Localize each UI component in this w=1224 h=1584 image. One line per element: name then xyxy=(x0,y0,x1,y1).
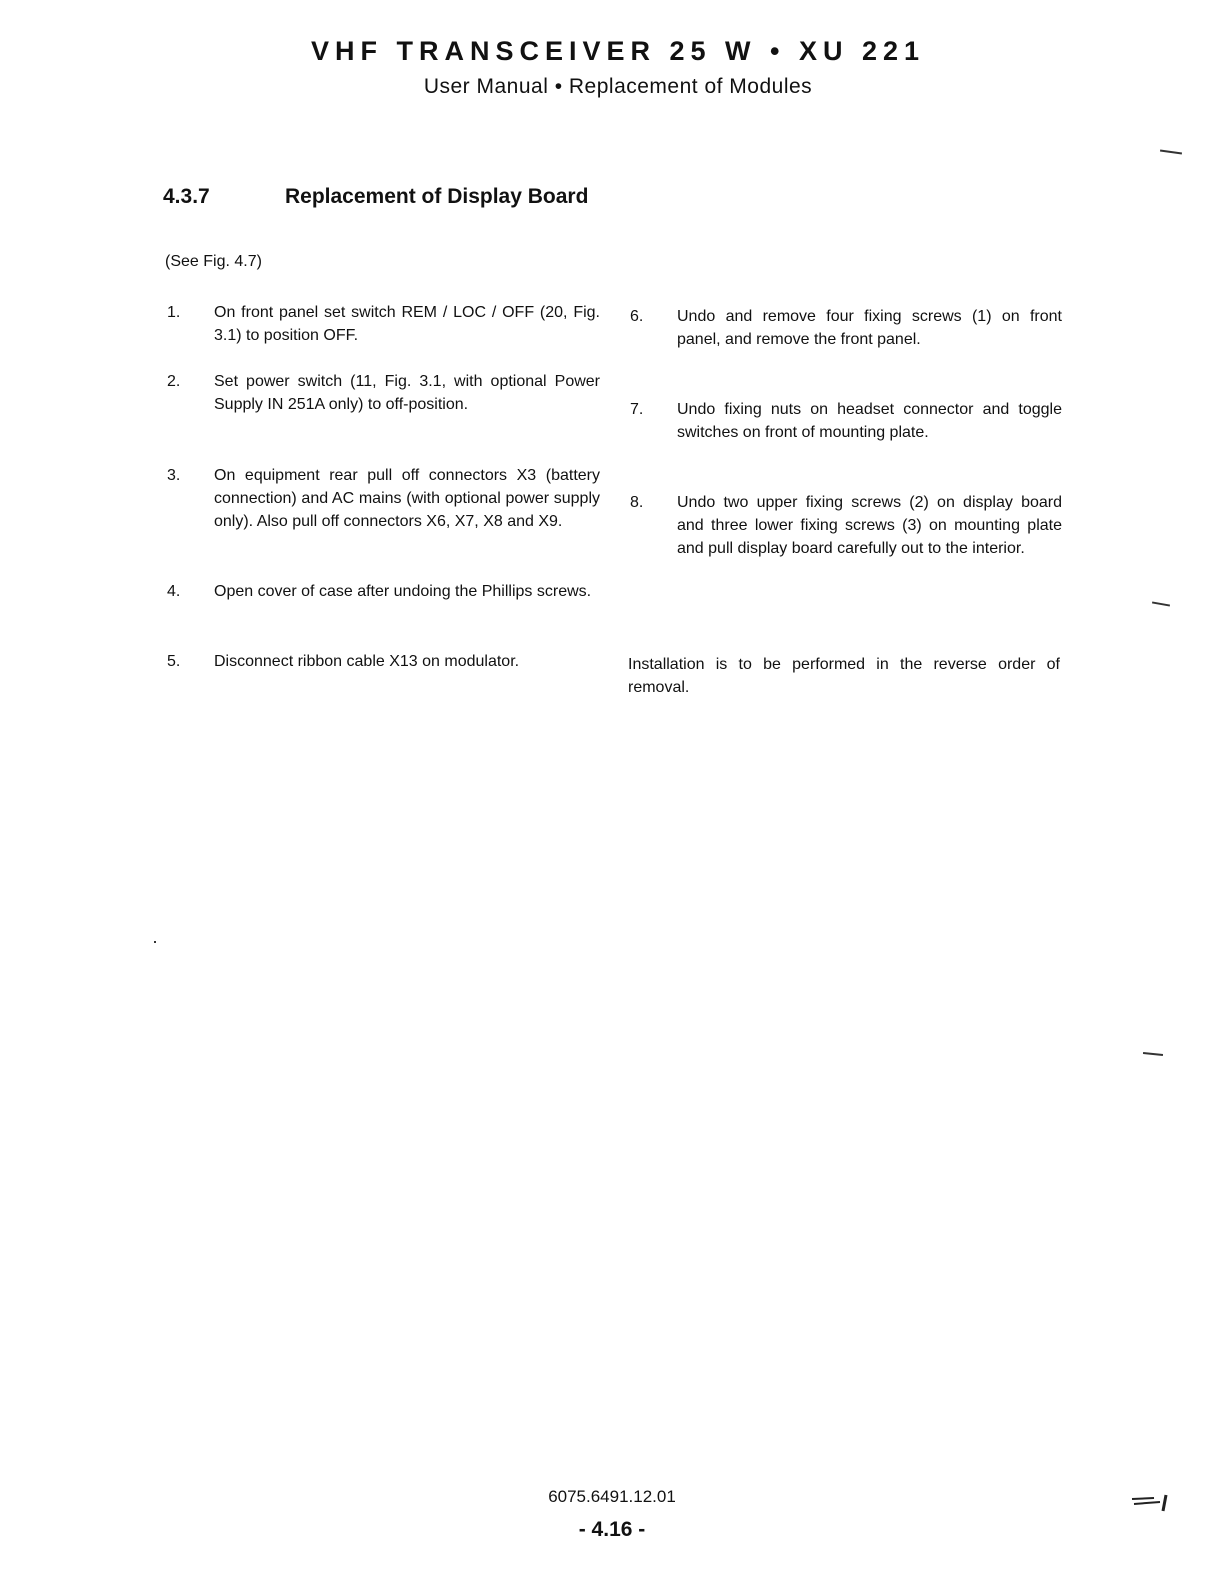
step-3 xyxy=(167,464,601,559)
step-text: Undo fixing nuts on headset connector and toggle switches on front of mounting plate. xyxy=(677,401,1062,441)
step-text: On equipment rear pull off connectors X3 (battery connection) and AC mains (with optional power supply only). Also pull off connectors X6, X7, X8 and X9. xyxy=(214,467,600,530)
closing-note: Installation is to be performed in the reverse order of removal. xyxy=(628,656,1060,696)
step-text: On front panel set switch REM / LOC / OFF (20, Fig. 3.1) to position OFF. xyxy=(214,304,600,344)
step-8 xyxy=(630,491,1062,586)
step-number: 5. xyxy=(167,653,181,670)
scan-dot xyxy=(154,941,156,943)
step-text: Undo and remove four fixing screws (1) on front panel, and remove the front panel. xyxy=(677,308,1062,348)
step-text: Open cover of case after undoing the Phillips screws. xyxy=(214,583,592,600)
step-5 xyxy=(167,650,601,700)
step-number: 8. xyxy=(630,494,644,511)
step-number: 6. xyxy=(630,308,644,325)
step-2 xyxy=(167,370,601,442)
document-number: 6075.6491.12.01 xyxy=(548,1487,676,1506)
figure-reference: (See Fig. 4.7) xyxy=(165,253,262,270)
corner-scan-mark xyxy=(1130,1493,1174,1513)
step-4 xyxy=(167,580,601,630)
step-text: Set power switch (11, Fig. 3.1, with optional Power Supply IN 251A only) to off-position. xyxy=(214,373,600,413)
page-number: - 4.16 - xyxy=(578,1518,646,1541)
step-1 xyxy=(167,301,601,351)
step-text: Disconnect ribbon cable X13 on modulator. xyxy=(214,653,520,670)
step-7 xyxy=(630,398,1062,470)
section-number: 4.3.7 xyxy=(163,185,210,208)
margin-mark xyxy=(1160,149,1182,154)
step-number: 7. xyxy=(630,401,644,418)
margin-mark xyxy=(1143,1052,1163,1056)
step-6 xyxy=(630,305,1062,377)
margin-mark xyxy=(1152,601,1170,606)
section-title: Replacement of Display Board xyxy=(285,185,589,208)
step-text: Undo two upper fixing screws (2) on display board and three lower fixing screws (3) on mounting plate and pull display board carefully out to the interior. xyxy=(677,494,1062,557)
document-subtitle: User Manual • Replacement of Modules xyxy=(423,75,813,98)
step-number: 3. xyxy=(167,467,181,484)
step-number: 4. xyxy=(167,583,181,600)
document-title: VHF TRANSCEIVER 25 W • XU 221 xyxy=(310,36,926,66)
step-number: 2. xyxy=(167,373,181,390)
step-number: 1. xyxy=(167,304,181,321)
